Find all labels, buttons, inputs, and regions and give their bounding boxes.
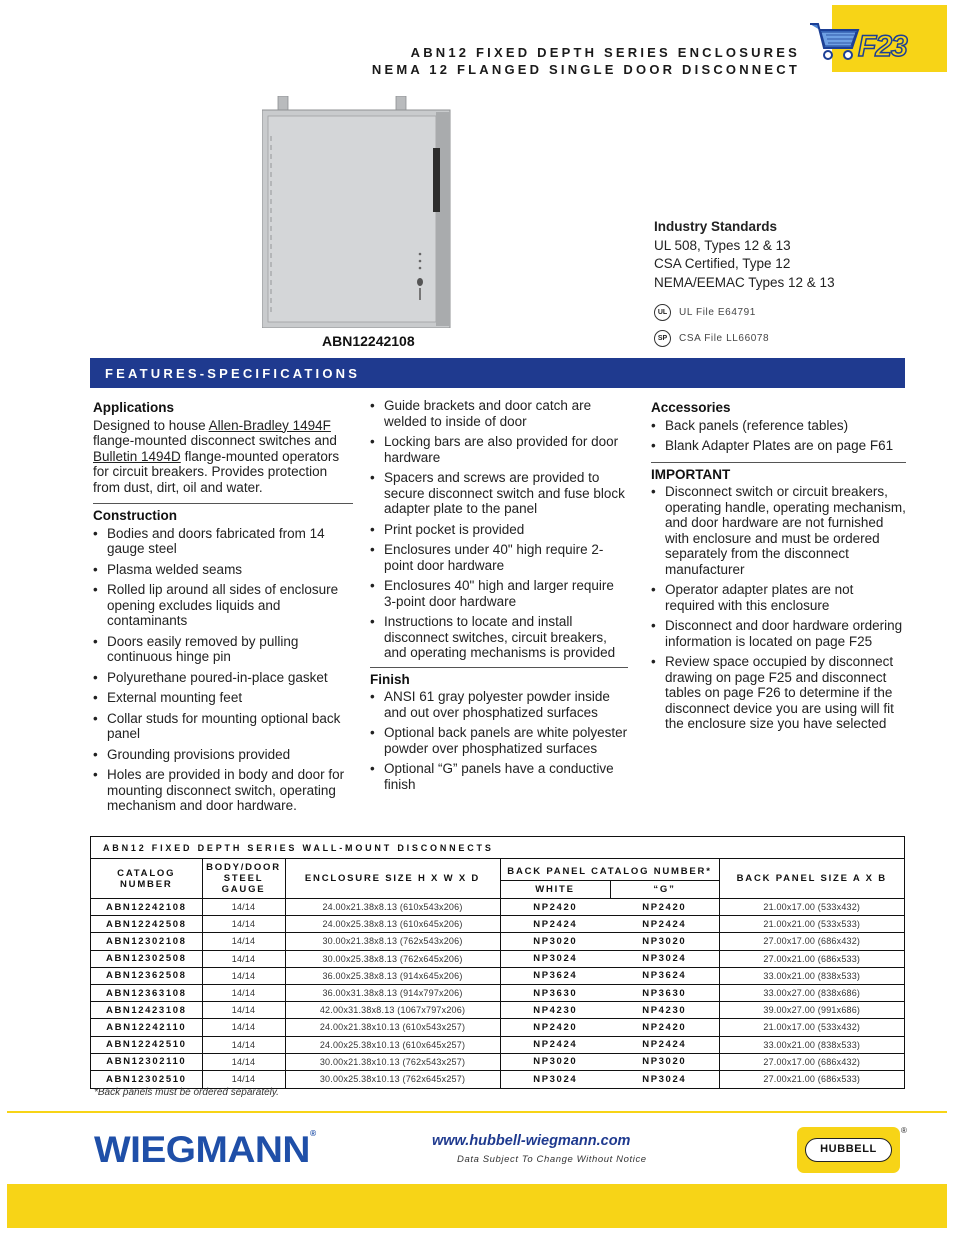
hubbell-logo [797, 1127, 900, 1173]
list-item: • Grounding provisions provided [93, 747, 353, 763]
cell-gauge: 14/14 [202, 1019, 285, 1036]
csa-certification [654, 330, 769, 347]
table-row [91, 1036, 904, 1053]
features-specifications-bar [90, 358, 905, 388]
title-line-1: ABN12 FIXED DEPTH SERIES ENCLOSURES [410, 45, 800, 60]
list-item: • Collar studs for mounting optional back panel [93, 711, 353, 742]
shopping-cart-icon [808, 18, 860, 62]
list-item: • Blank Adapter Plates are on page F61 [651, 438, 906, 454]
cell-gauge: 14/14 [202, 967, 285, 984]
allen-bradley-link: Allen-Bradley 1494F [208, 417, 331, 433]
cell-g-panel: NP3024 [610, 1070, 719, 1087]
table-row [91, 1070, 904, 1087]
applications-text: Designed to house Allen-Bradley 1494F flange-mounted disconnect switches and Bulletin 1494D flange-mounted operators for circuit breakers. Provides protection from dust, dirt, oil and water. [93, 417, 340, 495]
cell-catalog: ABN12302510 [91, 1070, 202, 1087]
table-row [91, 1002, 904, 1019]
header-white: WHITE [500, 881, 610, 899]
cell-gauge: 14/14 [202, 899, 285, 916]
cell-white-panel: NP3024 [500, 1070, 610, 1087]
table-row [91, 984, 904, 1001]
csa-file: CSA File LL66078 [679, 333, 770, 344]
cell-enclosure-size: 36.00x25.38x8.13 (914x645x206) [285, 967, 500, 984]
standard-line: CSA Certified, Type 12 [654, 256, 791, 271]
table-row [91, 967, 904, 984]
table-row [91, 950, 904, 967]
cell-enclosure-size: 30.00x25.38x10.13 (762x645x257) [285, 1070, 500, 1087]
ul-logo-icon: UL [654, 304, 671, 321]
important-heading: IMPORTANT [651, 466, 731, 482]
list-item: • Spacers and screws are provided to secure disconnect switch and fuse block adapter plate to the panel [370, 470, 628, 517]
footer-rule [7, 1111, 947, 1113]
cell-enclosure-size: 24.00x21.38x8.13 (610x543x206) [285, 899, 500, 916]
cell-g-panel: NP3624 [610, 967, 719, 984]
table-footnote: *Back panels must be ordered separately. [94, 1087, 279, 1098]
cell-enclosure-size: 42.00x31.38x8.13 (1067x797x206) [285, 1002, 500, 1019]
cell-gauge: 14/14 [202, 933, 285, 950]
list-item: • Disconnect and door hardware ordering information is located on page F25 [651, 618, 906, 649]
cell-white-panel: NP3024 [500, 950, 610, 967]
list-item: • Holes are provided in body and door for mounting disconnect switch, operating mechanism and door hardware. [93, 767, 353, 814]
list-item: • Optional “G” panels have a conductive finish [370, 761, 628, 792]
list-item: • Print pocket is provided [370, 522, 628, 538]
cell-enclosure-size: 24.00x21.38x10.13 (610x543x257) [285, 1019, 500, 1036]
cell-g-panel: NP2424 [610, 1036, 719, 1053]
accessories-list [651, 418, 906, 454]
header-enclosure-size: ENCLOSURE SIZE H X W X D [285, 859, 500, 899]
list-item: • Plasma welded seams [93, 562, 353, 578]
cell-panel-size: 27.00x17.00 (686x432) [719, 933, 904, 950]
website-link[interactable]: www.hubbell-wiegmann.com [432, 1133, 631, 1149]
cell-g-panel: NP2424 [610, 916, 719, 933]
list-item: • Disconnect switch or circuit breakers, operating handle, operating mechanism, and door hardware are not furnished with enclosure and must be ordered separately from the disconnect manufacturer [651, 484, 906, 577]
table-row [91, 1053, 904, 1070]
construction-heading: Construction [93, 508, 177, 523]
cell-panel-size: 21.00x21.00 (533x533) [719, 916, 904, 933]
csa-logo-icon: SP [654, 330, 671, 347]
cell-g-panel: NP3024 [610, 950, 719, 967]
cell-catalog: ABN12363108 [91, 984, 202, 1001]
list-item: • Polyurethane poured-in-place gasket [93, 670, 353, 686]
important-list [651, 484, 906, 732]
cell-catalog: ABN12242510 [91, 1036, 202, 1053]
finish-list [370, 689, 628, 792]
cell-g-panel: NP3020 [610, 933, 719, 950]
cell-catalog: ABN12242110 [91, 1019, 202, 1036]
standard-line: NEMA/EEMAC Types 12 & 13 [654, 274, 835, 290]
cell-enclosure-size: 24.00x25.38x8.13 (610x645x206) [285, 916, 500, 933]
cell-g-panel: NP4230 [610, 1002, 719, 1019]
divider [93, 503, 353, 504]
hubbell-logo-text: HUBBELL [805, 1138, 892, 1162]
applications-heading: Applications [93, 400, 175, 415]
cell-g-panel: NP3020 [610, 1053, 719, 1070]
divider [651, 462, 906, 463]
footer-band [7, 1184, 947, 1228]
ul-file: UL File E64791 [679, 307, 756, 318]
table-row [91, 933, 904, 950]
cell-catalog: ABN12302508 [91, 950, 202, 967]
cell-white-panel: NP3630 [500, 984, 610, 1001]
list-item: • Bodies and doors fabricated from 14 gauge steel [93, 526, 353, 557]
table-row [91, 916, 904, 933]
cell-panel-size: 33.00x27.00 (838x686) [719, 984, 904, 1001]
cell-gauge: 14/14 [202, 950, 285, 967]
cell-g-panel: NP2420 [610, 899, 719, 916]
product-caption: ABN12242108 [322, 333, 415, 349]
column-features-finish [370, 398, 628, 797]
standards-heading: Industry Standards [654, 219, 778, 234]
list-item: • External mounting feet [93, 690, 353, 706]
column-applications-construction [93, 398, 353, 819]
cell-enclosure-size: 30.00x21.38x10.13 (762x543x257) [285, 1053, 500, 1070]
list-item: • Guide brackets and door catch are welded to inside of door [370, 398, 628, 429]
features-bar-label: FEATURES-SPECIFICATIONS [105, 366, 361, 381]
cell-panel-size: 21.00x17.00 (533x432) [719, 1019, 904, 1036]
cell-catalog: ABN12423108 [91, 1002, 202, 1019]
list-item: • Instructions to locate and install disconnect switches, circuit breakers, and operating mechanisms is provided [370, 614, 628, 661]
cell-white-panel: NP2420 [500, 1019, 610, 1036]
construction-list [93, 526, 353, 814]
cell-gauge: 14/14 [202, 1053, 285, 1070]
cell-catalog: ABN12242508 [91, 916, 202, 933]
cell-panel-size: 27.00x17.00 (686x432) [719, 1053, 904, 1070]
cell-panel-size: 27.00x21.00 (686x533) [719, 950, 904, 967]
disconnects-table [90, 836, 905, 1089]
list-item: • Back panels (reference tables) [651, 418, 906, 434]
title-line-2: NEMA 12 FLANGED SINGLE DOOR DISCONNECT [371, 62, 800, 77]
list-item: • Enclosures 40" high and larger require 3-point door hardware [370, 578, 628, 609]
cell-gauge: 14/14 [202, 1036, 285, 1053]
table-row [91, 899, 904, 916]
cell-enclosure-size: 30.00x25.38x8.13 (762x645x206) [285, 950, 500, 967]
finish-heading: Finish [370, 671, 410, 687]
list-item: • Rolled lip around all sides of enclosure opening excludes liquids and contaminants [93, 582, 353, 629]
industry-standards [654, 218, 835, 292]
cell-catalog: ABN12302110 [91, 1053, 202, 1070]
cell-catalog: ABN12302108 [91, 933, 202, 950]
column-accessories-important [651, 398, 906, 737]
cell-white-panel: NP2420 [500, 899, 610, 916]
cell-panel-size: 33.00x21.00 (838x533) [719, 1036, 904, 1053]
cell-g-panel: NP2420 [610, 1019, 719, 1036]
divider [370, 667, 628, 668]
cell-panel-size: 39.00x27.00 (991x686) [719, 1002, 904, 1019]
header-g: “G” [610, 881, 719, 899]
enclosure-product-image [262, 96, 458, 328]
spec-table [91, 859, 904, 1088]
list-item: • Enclosures under 40" high require 2-point door hardware [370, 542, 628, 573]
list-item: • Doors easily removed by pulling continuous hinge pin [93, 634, 353, 665]
cell-gauge: 14/14 [202, 984, 285, 1001]
list-item: • Locking bars are also provided for door hardware [370, 434, 628, 465]
cell-g-panel: NP3630 [610, 984, 719, 1001]
standard-line: UL 508, Types 12 & 13 [654, 237, 791, 253]
registered-mark: ® [901, 1126, 907, 1135]
page-code: F23 [858, 30, 907, 63]
table-title: ABN12 FIXED DEPTH SERIES WALL-MOUNT DISCONNECTS [91, 837, 904, 859]
header-panel-size: BACK PANEL SIZE A X B [719, 859, 904, 899]
header-back-panel: BACK PANEL CATALOG NUMBER* [500, 859, 719, 881]
list-item: • ANSI 61 gray polyester powder inside and out over phosphatized surfaces [370, 689, 628, 720]
brand-text: WIEGMANN [94, 1129, 310, 1170]
list-item: • Operator adapter plates are not required with this enclosure [651, 582, 906, 613]
list-item: • Review space occupied by disconnect drawing on page F25 and disconnect tables on page F26 to determine if the disconnect device you are using will fit the enclosure size you have selected [651, 654, 906, 732]
accessories-heading: Accessories [651, 400, 731, 415]
header-gauge: BODY/DOOR STEEL GAUGE [202, 859, 285, 899]
cell-enclosure-size: 36.00x31.38x8.13 (914x797x206) [285, 984, 500, 1001]
table-body [91, 899, 904, 1088]
cell-gauge: 14/14 [202, 916, 285, 933]
cell-white-panel: NP3020 [500, 1053, 610, 1070]
cell-white-panel: NP3624 [500, 967, 610, 984]
cell-enclosure-size: 30.00x21.38x8.13 (762x543x206) [285, 933, 500, 950]
bulletin-link: Bulletin 1494D [93, 448, 181, 464]
cell-panel-size: 27.00x21.00 (686x533) [719, 1070, 904, 1087]
list-item: • Optional back panels are white polyester powder over phosphatized surfaces [370, 725, 628, 756]
cell-white-panel: NP3020 [500, 933, 610, 950]
cell-panel-size: 33.00x21.00 (838x533) [719, 967, 904, 984]
ul-certification [654, 304, 756, 321]
wiegmann-logo: WIEGMANN® [94, 1129, 316, 1170]
cell-panel-size: 21.00x17.00 (533x432) [719, 899, 904, 916]
disclaimer: Data Subject To Change Without Notice [457, 1154, 647, 1165]
cell-gauge: 14/14 [202, 1070, 285, 1087]
cell-white-panel: NP2424 [500, 1036, 610, 1053]
features-list [370, 398, 628, 661]
cell-enclosure-size: 24.00x25.38x10.13 (610x645x257) [285, 1036, 500, 1053]
cell-white-panel: NP4230 [500, 1002, 610, 1019]
cell-gauge: 14/14 [202, 1002, 285, 1019]
header-catalog: CATALOG NUMBER [117, 867, 176, 890]
table-row [91, 1019, 904, 1036]
cell-catalog: ABN12242108 [91, 899, 202, 916]
cell-catalog: ABN12362508 [91, 967, 202, 984]
cell-white-panel: NP2424 [500, 916, 610, 933]
